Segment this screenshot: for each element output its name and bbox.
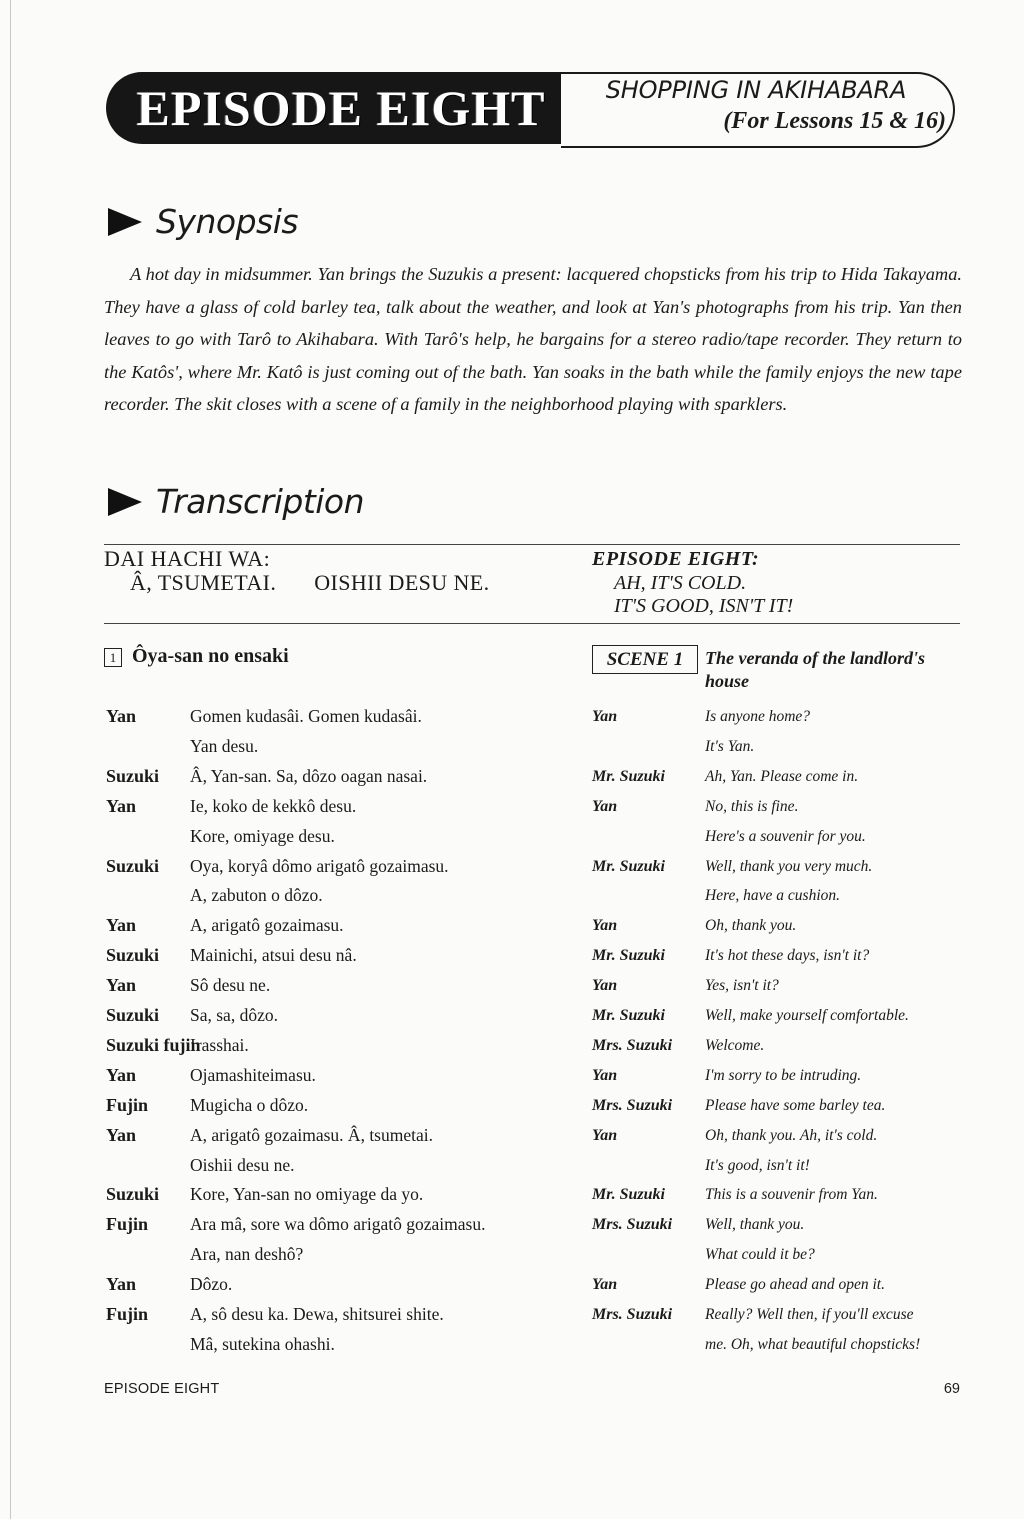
title-bottom-rule — [104, 623, 960, 624]
synopsis-heading — [108, 202, 298, 241]
speaker-jp: Yan — [106, 795, 137, 816]
episode-phrase-jp — [130, 570, 528, 596]
speaker-en: Mr. Suzuki — [592, 857, 665, 875]
line-en: Please have some barley tea. — [705, 1096, 886, 1114]
speaker-en: Yan — [592, 977, 618, 995]
synopsis-heading-text: Synopsis — [156, 202, 299, 241]
line-jp: Sa, sa, dôzo. — [190, 1005, 278, 1025]
line-jp: Mâ, sutekina ohashi. — [190, 1333, 335, 1354]
speaker-en: Yan — [592, 1066, 618, 1084]
speaker-en: Yan — [592, 1126, 618, 1144]
episode-phrase-en-1: AH, IT'S COLD. — [614, 572, 747, 594]
line-en: me. Oh, what beautiful chopsticks! — [705, 1335, 921, 1353]
scene-number-box: 1 — [104, 648, 122, 667]
line-jp: Kore, Yan-san no omiyage da yo. — [190, 1184, 424, 1205]
line-en: No, this is fine. — [705, 797, 799, 815]
episode-subtitle: SHOPPING IN AKIHABARA — [605, 76, 907, 104]
page-number: 69 — [943, 1381, 960, 1397]
line-en: Here, have a cushion. — [705, 887, 841, 905]
speaker-en: Mrs. Suzuki — [592, 1216, 673, 1234]
speaker-jp: Suzuki — [106, 855, 160, 876]
episode-title: EPISODE EIGHT — [106, 72, 576, 144]
line-en: It's good, isn't it! — [705, 1156, 810, 1174]
scene-label-en: SCENE 1 — [592, 645, 698, 674]
transcription-heading-text: Transcription — [156, 482, 365, 521]
dialogue-row — [0, 1304, 1024, 1334]
dialogue-row — [0, 1095, 1024, 1125]
speaker-jp: Fujin — [106, 1304, 149, 1324]
speaker-en: Mr. Suzuki — [592, 947, 665, 965]
line-en: Oh, thank you. Ah, it's cold. — [705, 1126, 878, 1144]
speaker-en: Mr. Suzuki — [592, 1007, 665, 1024]
line-jp: Ara mâ, sore wa dômo arigatô gozaimasu. — [190, 1214, 486, 1235]
line-en: Oh, thank you. — [705, 917, 797, 935]
speaker-en: Mr. Suzuki — [592, 767, 665, 785]
speaker-jp: Suzuki — [106, 945, 160, 966]
line-jp: Ie, koko de kekkô desu. — [190, 795, 357, 816]
line-en: Here's a souvenir for you. — [705, 827, 866, 845]
episode-lessons: (For Lessons 15 & 16) — [723, 108, 946, 134]
line-en: What could it be? — [705, 1246, 815, 1264]
line-en: It's Yan. — [705, 737, 755, 755]
dialogue-row — [0, 915, 1024, 945]
line-en: It's hot these days, isn't it? — [705, 947, 870, 965]
speaker-jp: Fujin — [106, 1214, 149, 1235]
dialogue-row — [0, 1214, 1024, 1244]
dialogue-row — [0, 1035, 1024, 1065]
line-jp: A, arigatô gozaimasu. — [190, 915, 344, 936]
line-en: Well, make yourself comfortable. — [705, 1007, 909, 1024]
line-en: Ah, Yan. Please come in. — [705, 767, 859, 785]
line-jp: Gomen kudasâi. Gomen kudasâi. — [190, 706, 422, 726]
line-jp: Kore, omiyage desu. — [190, 825, 335, 846]
scene-title-jp: Ôya-san no ensaki — [132, 645, 289, 667]
line-en: Yes, isn't it? — [705, 977, 779, 995]
speaker-en: Mrs. Suzuki — [592, 1306, 673, 1323]
speaker-jp: Yan — [106, 1124, 137, 1145]
transcription-heading — [108, 482, 364, 521]
line-jp: Dôzo. — [190, 1274, 233, 1295]
dialogue-row — [0, 1244, 1024, 1274]
speaker-jp: Suzuki fujin — [106, 1034, 201, 1055]
episode-banner — [106, 70, 962, 148]
dialogue-row — [0, 706, 1024, 736]
speaker-jp: Suzuki — [106, 1184, 160, 1205]
line-jp: Ojamashiteimasu. — [190, 1064, 316, 1085]
dialogue-row — [0, 826, 1024, 856]
speaker-jp: Yan — [106, 975, 137, 996]
line-en: This is a souvenir from Yan. — [705, 1186, 878, 1204]
line-jp: Ara, nan deshô? — [190, 1244, 304, 1265]
triangle-bullet-icon — [108, 208, 142, 236]
line-en: I'm sorry to be intruding. — [705, 1066, 862, 1084]
dialogue-row — [0, 945, 1024, 975]
speaker-jp: Suzuki — [106, 765, 160, 786]
dialogue-row — [0, 1155, 1024, 1185]
dialogue-row — [0, 885, 1024, 915]
episode-phrase-en-2: IT'S GOOD, ISN'T IT! — [614, 595, 794, 617]
line-jp: Â, Yan-san. Sa, dôzo oagan nasai. — [190, 765, 428, 786]
line-en: Welcome. — [705, 1036, 765, 1054]
synopsis-paragraph: A hot day in midsummer. Yan brings the Suzukis a present: lacquered chopsticks from his trip to Hida Takayama. They have a glass of cold barley tea, talk about the weather, and look at Yan's photographs from his trip. Yan then leaves to go with Tarô to Akihabara. With Tarô's help, he bargains for a stereo radio/tape recorder. They return to the Katôs', where Mr. Katô is just coming out of the bath. Yan soaks in the bath while the family enjoys the new tape recorder. The skit closes with a scene of a family in the neighborhood playing with sparklers. — [104, 264, 962, 414]
line-en: Really? Well then, if you'll excuse — [705, 1306, 914, 1323]
line-jp: A, arigatô gozaimasu. Â, tsumetai. — [190, 1124, 433, 1145]
phrase-jp-1: Â, TSUMETAI. — [130, 570, 277, 595]
line-jp: Yan desu. — [190, 735, 259, 756]
line-jp: Sô desu ne. — [190, 975, 271, 996]
dialogue-row — [0, 736, 1024, 766]
speaker-jp: Yan — [106, 1274, 137, 1295]
line-jp: Mainichi, atsui desu nâ. — [190, 945, 357, 966]
line-jp: Oya, koryâ dômo arigatô gozaimasu. — [190, 855, 449, 876]
dialogue-row — [0, 856, 1024, 886]
dialogue-row — [0, 796, 1024, 826]
line-en: Is anyone home? — [705, 708, 811, 725]
dialogue-row — [0, 1125, 1024, 1155]
dialogue-row — [0, 1334, 1024, 1364]
speaker-en: Mrs. Suzuki — [592, 1096, 673, 1114]
speaker-jp: Yan — [106, 706, 137, 726]
episode-title-jp: DAI HACHI WA: — [104, 546, 271, 571]
speaker-en: Yan — [592, 708, 618, 725]
dialogue-row — [0, 1065, 1024, 1095]
dialogue-row — [0, 975, 1024, 1005]
speaker-en: Mr. Suzuki — [592, 1186, 665, 1204]
episode-title-en: EPISODE EIGHT: — [592, 548, 760, 570]
speaker-jp: Suzuki — [106, 1005, 160, 1025]
scene-title-en: The veranda of the landlord's house — [705, 648, 926, 691]
triangle-bullet-icon — [108, 488, 142, 516]
line-jp: A, sô desu ka. Dewa, shitsurei shite. — [190, 1304, 444, 1324]
line-en: Well, thank you. — [705, 1216, 805, 1234]
phrase-jp-2: OISHII DESU NE. — [314, 570, 490, 595]
dialogue-row — [0, 1005, 1024, 1035]
line-jp: A, zabuton o dôzo. — [190, 885, 323, 906]
line-jp: Irasshai. — [190, 1034, 249, 1055]
footer-running-head: EPISODE EIGHT — [104, 1381, 220, 1397]
dialogue-row — [0, 766, 1024, 796]
dialogue-row — [0, 1184, 1024, 1214]
speaker-en: Yan — [592, 1276, 618, 1294]
title-top-rule — [104, 544, 960, 545]
line-en: Please go ahead and open it. — [705, 1276, 885, 1294]
line-jp: Oishii desu ne. — [190, 1154, 295, 1175]
synopsis-text — [104, 258, 962, 421]
speaker-en: Yan — [592, 917, 618, 935]
line-jp: Mugicha o dôzo. — [190, 1094, 309, 1115]
speaker-jp: Yan — [106, 915, 137, 936]
dialogue-row — [0, 1274, 1024, 1304]
speaker-en: Mrs. Suzuki — [592, 1036, 673, 1054]
line-en: Well, thank you very much. — [705, 857, 873, 875]
speaker-jp: Yan — [106, 1064, 137, 1085]
speaker-en: Yan — [592, 797, 618, 815]
speaker-jp: Fujin — [106, 1094, 149, 1115]
